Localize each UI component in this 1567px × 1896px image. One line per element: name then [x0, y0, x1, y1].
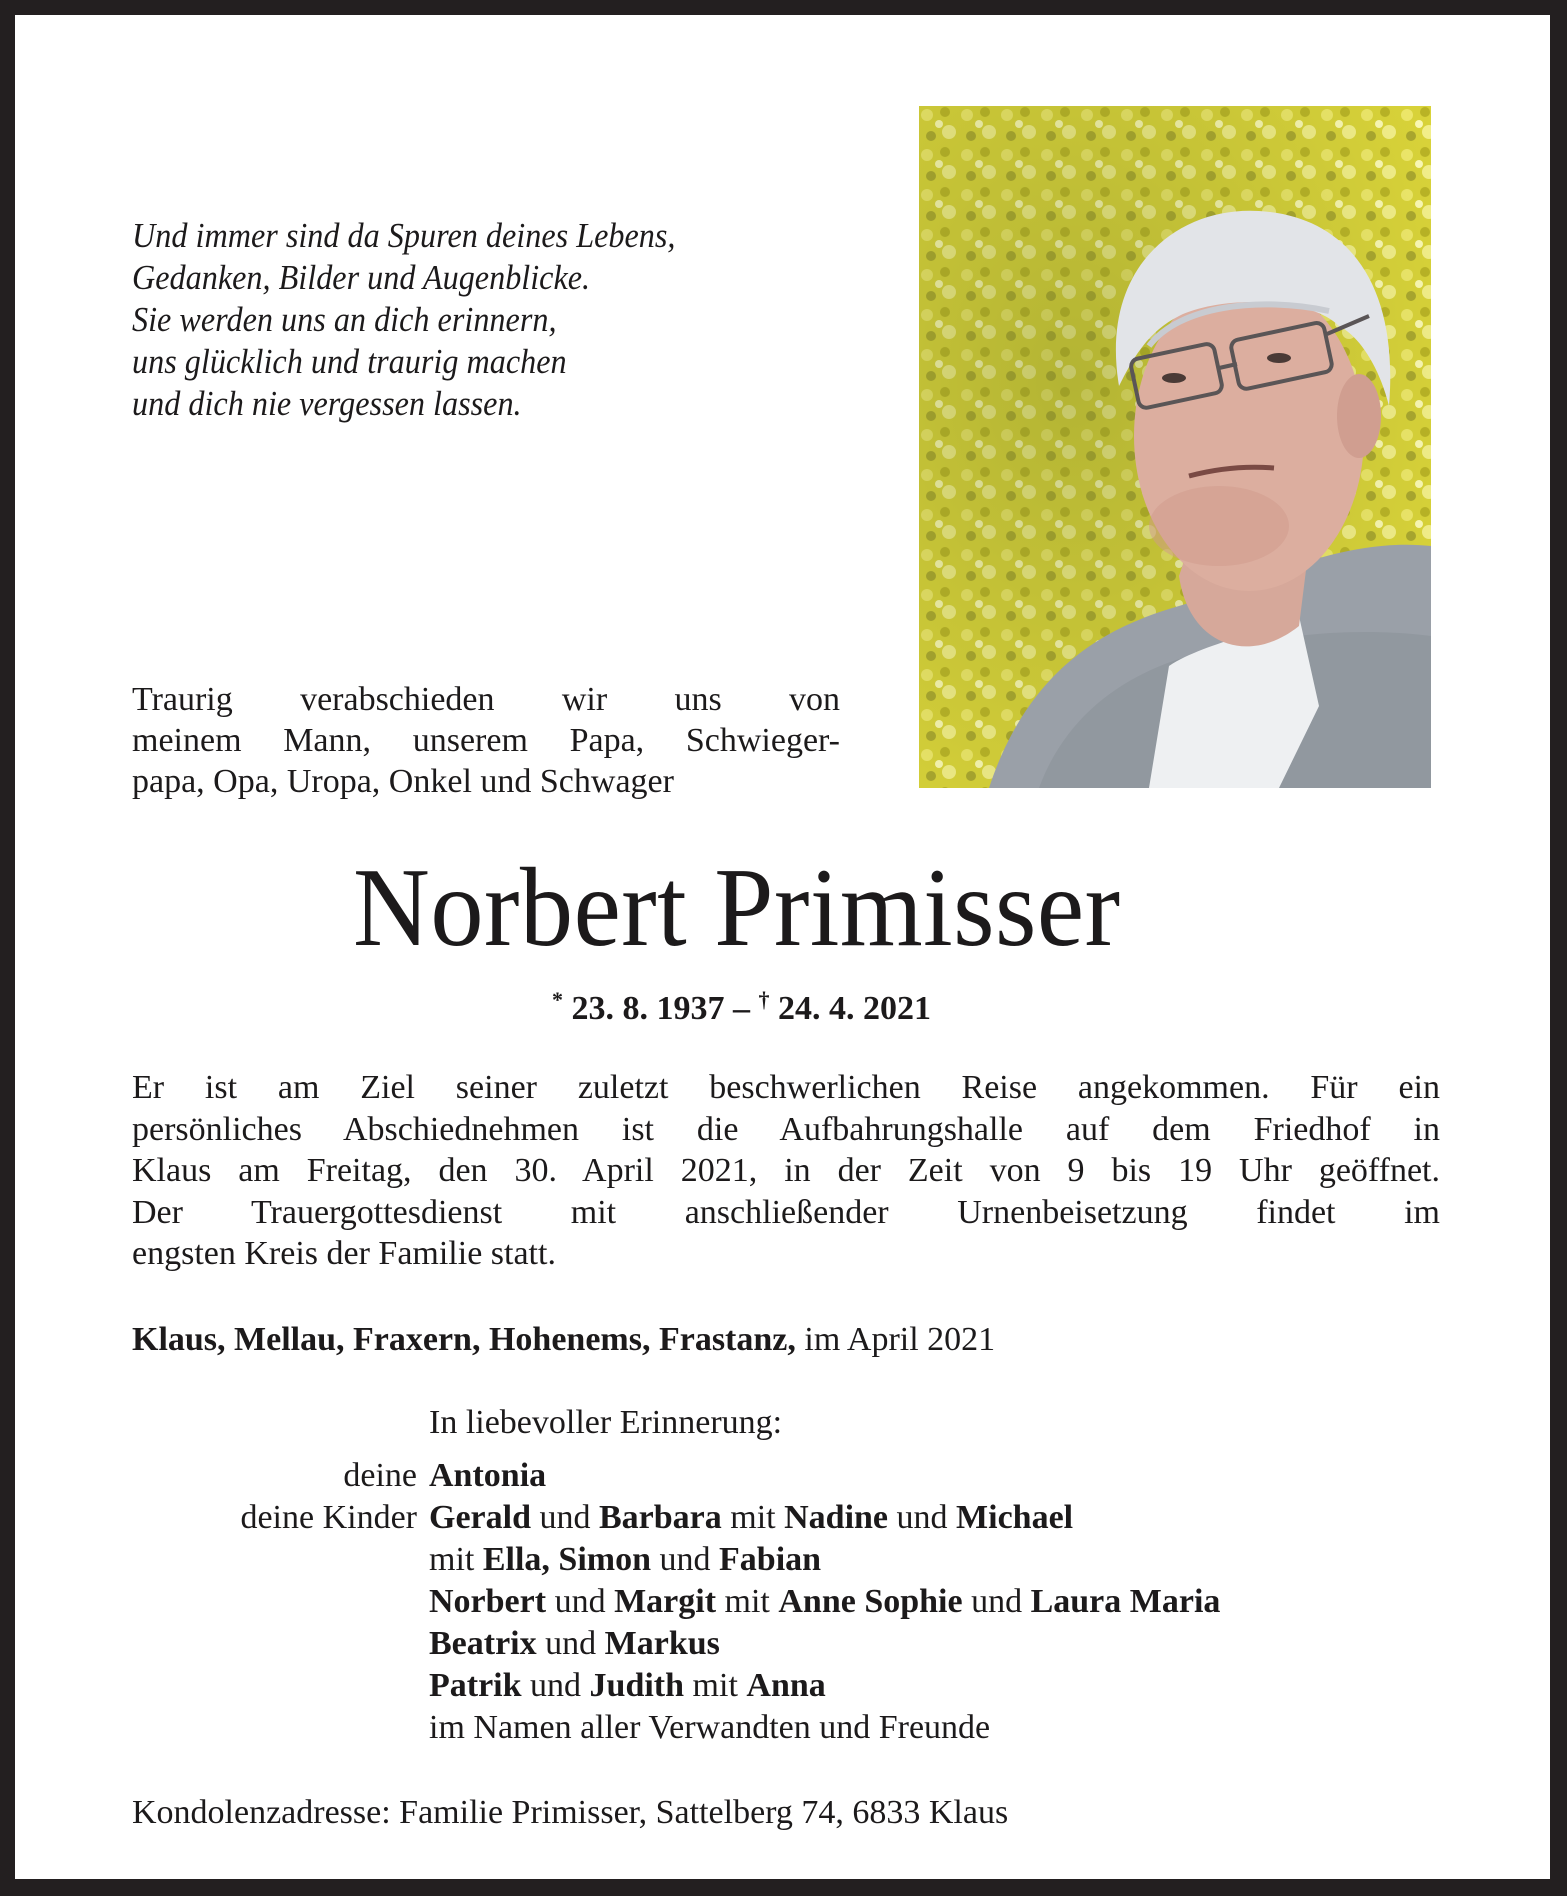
family-connector: und: [962, 1583, 1031, 1620]
family-names: [429, 1707, 1452, 1749]
body-line: Er ist am Ziel seiner zuletzt beschwerlichen Reise angekommen. Für ein: [132, 1069, 1440, 1106]
intro-line: papa, Opa, Uropa, Onkel und Schwager: [132, 763, 674, 800]
family-connector: und: [536, 1625, 605, 1662]
poem-line: uns glücklich und traurig machen: [132, 342, 567, 381]
intro-text: [132, 679, 840, 802]
memory-heading: In liebevoller Erinnerung:: [429, 1404, 783, 1441]
death-date: 24. 4. 2021: [778, 990, 931, 1027]
family-member-name: Laura Maria: [1030, 1583, 1221, 1620]
family-connector: und: [651, 1541, 720, 1578]
poem-line: Sie werden uns an dich erinnern,: [132, 300, 557, 339]
family-names: [429, 1581, 1452, 1623]
family-row: [132, 1707, 1452, 1749]
family-relation: [132, 1707, 429, 1749]
family-names: [429, 1665, 1452, 1707]
family-row: [132, 1497, 1452, 1539]
family-row: [132, 1455, 1452, 1497]
family-connector: und: [888, 1499, 957, 1536]
death-cross-icon: †: [758, 987, 770, 1012]
family-row: [132, 1539, 1452, 1581]
family-connector: und: [546, 1583, 615, 1620]
family-connector: im Namen aller Verwandten und Freunde: [429, 1709, 991, 1746]
intro-line: meinem Mann, unserem Papa, Schwieger-: [132, 722, 840, 759]
family-relation: [132, 1539, 429, 1581]
family-connector: und: [521, 1667, 590, 1704]
poem: [132, 215, 675, 425]
birth-date: 23. 8. 1937: [571, 990, 725, 1027]
family-member-name: Margit: [614, 1583, 717, 1620]
family-member-name: Anna: [746, 1667, 826, 1704]
family-names: [429, 1539, 1452, 1581]
family-member-name: Antonia: [429, 1457, 547, 1494]
poem-line: Und immer sind da Spuren deines Lebens,: [132, 216, 676, 255]
family-connector: mit: [721, 1499, 785, 1536]
family-member-name: Ella, Simon: [482, 1541, 652, 1578]
family-member-name: Beatrix: [429, 1625, 537, 1662]
family-relation: [132, 1665, 429, 1707]
family-member-name: Gerald: [429, 1499, 531, 1536]
place-date: im April 2021: [795, 1321, 996, 1358]
date-separator: –: [724, 990, 759, 1027]
family-connector: mit: [429, 1541, 483, 1578]
family-member-name: Nadine: [784, 1499, 889, 1536]
family-connector: mit: [684, 1667, 747, 1704]
announcement-text: [132, 1067, 1440, 1275]
birth-star-icon: *: [552, 987, 563, 1012]
deceased-name: Norbert Primisser: [353, 846, 1121, 970]
family-names: [429, 1497, 1452, 1539]
family-row: [132, 1581, 1452, 1623]
family-row: [132, 1665, 1452, 1707]
family-relation: [132, 1623, 429, 1665]
family-relation: [132, 1581, 429, 1623]
family-member-name: Fabian: [719, 1541, 822, 1578]
family-member-name: Markus: [604, 1625, 720, 1662]
places-list: Klaus, Mellau, Fraxern, Hohenems, Frastanz,: [132, 1321, 796, 1358]
poem-line: und dich nie vergessen lassen.: [132, 384, 522, 423]
family-names: [429, 1455, 1452, 1497]
body-line: engsten Kreis der Familie statt.: [132, 1235, 556, 1272]
family-member-name: Judith: [589, 1667, 685, 1704]
condolence-address: Kondolenzadresse: Familie Primisser, Sattelberg 74, 6833 Klaus: [132, 1794, 1009, 1831]
portrait-photo: [919, 106, 1431, 788]
family-connector: mit: [716, 1583, 779, 1620]
family-member-name: Norbert: [429, 1583, 547, 1620]
family-relation: deine: [343, 1457, 417, 1494]
poem-line: Gedanken, Bilder und Augenblicke.: [132, 258, 591, 297]
family-relation: deine Kinder: [240, 1499, 417, 1536]
intro-line: Traurig verabschieden wir uns von: [132, 681, 840, 718]
places-date-line: [132, 1320, 995, 1360]
family-connector: und: [530, 1499, 599, 1536]
family-names: [429, 1623, 1452, 1665]
life-dates: [552, 980, 931, 1029]
family-member-name: Patrik: [429, 1667, 522, 1704]
obituary-page: [15, 15, 1550, 1879]
family-member-name: Anne Sophie: [778, 1583, 963, 1620]
family-list: [132, 1455, 1452, 1749]
family-member-name: Barbara: [598, 1499, 722, 1536]
body-line: Der Trauergottesdienst mit anschließender Urnenbeisetzung findet im: [132, 1193, 1440, 1231]
body-line: Klaus am Freitag, den 30. April 2021, in der Zeit von 9 bis 19 Uhr geöffnet.: [132, 1152, 1440, 1189]
family-member-name: Michael: [956, 1499, 1074, 1536]
family-row: [132, 1623, 1452, 1665]
body-line: persönliches Abschiednehmen ist die Aufbahrungshalle auf dem Friedhof in: [132, 1110, 1440, 1148]
